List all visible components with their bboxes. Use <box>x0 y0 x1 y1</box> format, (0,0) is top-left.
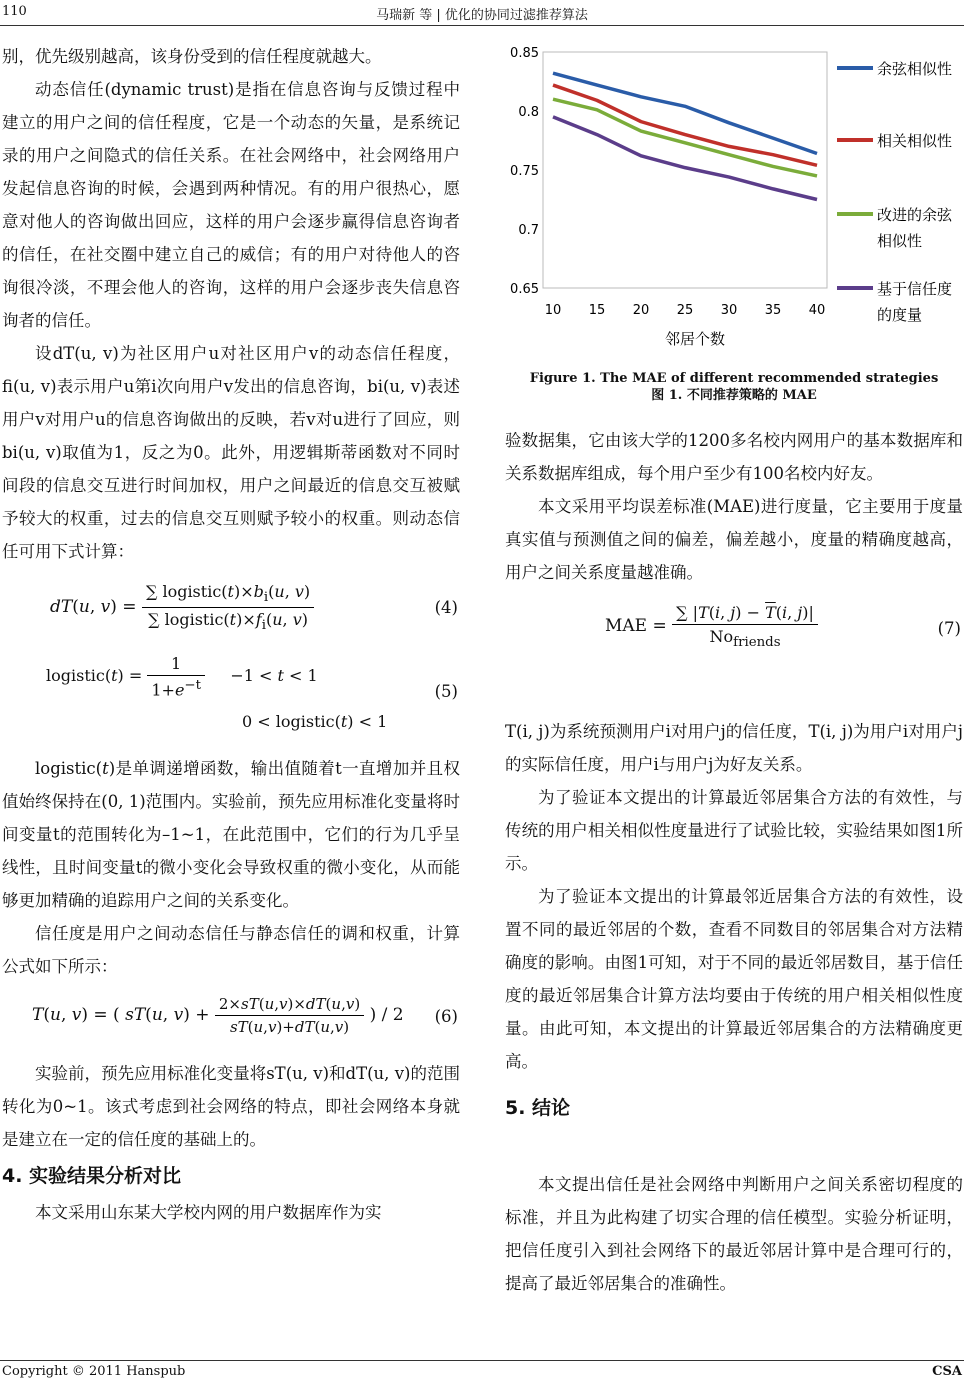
paragraph: 为了验证本文提出的计算最近邻居集合方法的有效性，与传统的用户相关相似性度量进行了试验比较，实验结果如图1所示。 <box>505 788 963 873</box>
x-tick-label: 10 <box>544 303 562 318</box>
x-axis-label: 邻居个数 <box>664 330 726 348</box>
y-tick-label: 0.85 <box>510 46 539 61</box>
x-tick-label: 40 <box>808 303 826 318</box>
equation-4: dT(u, v) = $\frac{\sum logistic(t)\times b_i(u, v)}{\sum logistic(t)\times f_i(u, v)}$ (4) <box>50 582 458 634</box>
mae-line-chart <box>505 40 963 370</box>
y-tick-label: 0.7 <box>518 223 539 238</box>
paragraph: 本文采用平均误差标准(MAE)进行度量，它主要用于度量真实值与预测值之间的偏差，偏差越小，度量的精确度越高，用户之间关系度量越准确。 <box>505 497 963 582</box>
left-column <box>2 40 460 1229</box>
x-tick-label: 15 <box>588 303 606 318</box>
header-rule <box>0 25 964 26</box>
right-column-middle <box>505 715 963 1128</box>
equation-6: T(u, v) = ( sT(u, v) + $\frac{2\times sT(u,v)\times dT(u,v)}{sT(u,v)+dT(u,v)}$ ) / 2 (6) <box>32 995 458 1036</box>
paragraph: 为了验证本文提出的计算最邻近居集合方法的有效性，设置不同的最近邻居的个数，查看不同数目的邻居集合对方法精确度的影响。由图1可知，对于不同的最近邻居数目，基于信任度的最近邻居集合计算方法均要由于传统的用户相关相似性度量。由此可知，本文提出的计算最近邻居集合的方法精确度更高。 <box>505 887 963 1071</box>
legend-label: 余弦相似性 <box>877 60 953 78</box>
paragraph: 信任度是用户之间动态信任与静态信任的调和权重，计算公式如下所示： <box>2 924 460 976</box>
page-number: 110 <box>2 4 27 19</box>
equation-number: (7) <box>937 619 961 638</box>
series-line <box>553 99 817 176</box>
section-heading: 4. 实验结果分析对比 <box>2 1165 182 1187</box>
paragraph: 设dT(u, v)为社区用户u对社区用户v的动态信任程度，fi(u, v)表示用户u第i次向用户v发出的信息咨询，bi(u, v)表述用户v对用户u的信息咨询做出的反映，若v对u进行了回应，则bi(u, v)取值为1，反之为0。此外，用逻辑斯蒂函数对不同时间段的信息交互进行时间加权，用户之间最近的信息交互被赋予较大的权重，过去的信息交互则赋予较小的权重。则动态信任可用下式计算： <box>2 344 460 561</box>
paragraph: 实验前，预先应用标准化变量将sT(u, v)和dT(u, v)的范围转化为0~1。该式考虑到社会网络的特点，即社会网络本身就是建立在一定的信任度的基础上的。 <box>2 1064 460 1149</box>
x-tick-label: 30 <box>720 303 738 318</box>
journal-abbrev: CSA <box>932 1364 962 1379</box>
page-footer <box>0 1360 964 1384</box>
x-tick-label: 35 <box>764 303 782 318</box>
copyright: Copyright © 2011 Hanspub <box>2 1364 186 1379</box>
equation-7: MAE = $\frac{\sum |T(i, j) - \overline{T}(i, j)|}{No_{friends}}$ (7) <box>605 603 961 651</box>
y-tick-label: 0.65 <box>510 282 539 297</box>
figure-caption-cn: 图 1. 不同推荐策略的 MAE <box>651 388 817 403</box>
equation-5: logistic(t) = $\frac{1}{1+e^{-t}}$ −1 < t < 1 0 < logistic(t) < 1 (5) <box>46 654 458 731</box>
footer-rule <box>0 1360 964 1361</box>
paragraph: T(i, j)为系统预测用户i对用户j的信任度，T(i, j)为用户i对用户j的实际信任度，用户i与用户j为好友关系。 <box>505 722 963 774</box>
right-column-top <box>505 424 963 675</box>
figure-caption-en: Figure 1. The MAE of different recommended strategies <box>529 371 939 386</box>
running-header <box>0 0 964 26</box>
equation-number: (5) <box>434 682 458 701</box>
equation-number: (4) <box>434 598 458 617</box>
paragraph: 别，优先级别越高，该身份受到的信任程度就越大。 <box>2 47 382 66</box>
paragraph: 验数据集，它由该大学的1200多名校内网用户的基本数据库和关系数据库组成，每个用户至少有100名校内好友。 <box>505 431 963 483</box>
legend-label: 相关相似性 <box>877 132 953 150</box>
paragraph: logistic(t)是单调递增函数，输出值随着t一直增加并且权值始终保持在(0, 1)范围内。实验前，预先应用标准化变量将时间变量t的范围转化为–1~1，在此范围中，它们的行为几乎呈线性，且时间变量t的微小变化会导致权重的微小变化，从而能够更加精确的追踪用户之间的关系变化。 <box>2 759 460 910</box>
x-tick-label: 25 <box>676 303 694 318</box>
running-title: 马瑞新 等 | 优化的协同过滤推荐算法 <box>376 8 588 23</box>
paragraph: 本文采用山东某大学校内网的用户数据库作为实 <box>35 1203 382 1222</box>
equation-number: (6) <box>434 1007 458 1026</box>
x-tick-label: 20 <box>632 303 650 318</box>
right-column-bottom <box>505 1168 963 1300</box>
paragraph: 本文提出信任是社会网络中判断用户之间关系密切程度的标准，并且为此构建了切实合理的信任模型。实验分析证明，把信任度引入到社会网络下的最近邻居计算中是合理可行的，提高了最近邻居集合的准确性。 <box>505 1175 963 1293</box>
section-heading: 5. 结论 <box>505 1097 571 1119</box>
series-line <box>553 85 817 165</box>
legend-label: 改进的余弦相似性 <box>877 206 953 250</box>
y-tick-label: 0.75 <box>510 164 539 179</box>
y-tick-label: 0.8 <box>518 105 539 120</box>
series-line <box>553 117 817 200</box>
legend-label: 基于信任度的度量 <box>877 280 953 324</box>
paragraph: 动态信任(dynamic trust)是指在信息咨询与反馈过程中建立的用户之间的信任程度，它是一个动态的矢量，是系统记录的用户之间隐式的信任关系。在社会网络中，社会网络用户发起信息咨询的时候，会遇到两种情况。有的用户很热心，愿意对他人的咨询做出回应，这样的用户会逐步赢得信息咨询者的信任，在社交圈中建立自己的威信；有的用户对待他人的咨询很冷淡，不理会他人的咨询，这样的用户会逐步丧失信息咨询者的信任。 <box>2 80 460 330</box>
figure-1 <box>505 40 963 410</box>
